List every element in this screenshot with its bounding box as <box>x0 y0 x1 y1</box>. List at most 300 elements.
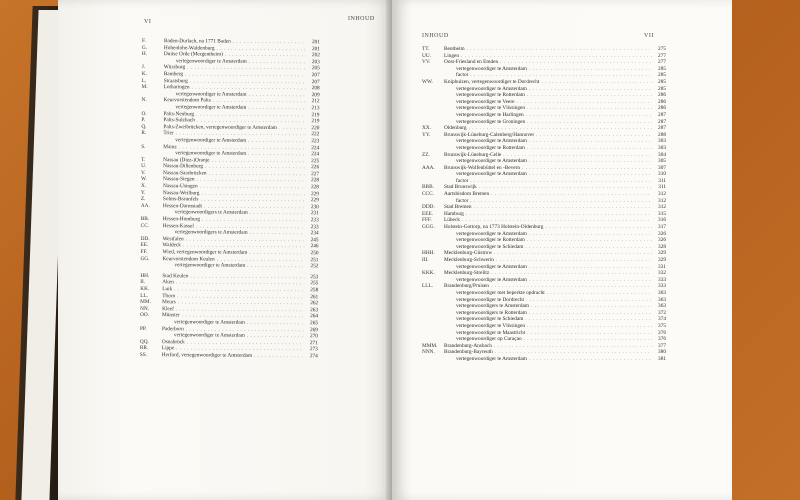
toc-entry-code: YY. <box>422 131 431 138</box>
toc-entry-page-number: 228 <box>311 177 320 184</box>
toc-entry-page-number: 286 <box>658 98 666 105</box>
toc-entry-page-number: 246 <box>310 243 319 250</box>
toc-entry-title: Holstein-Gottorp, na 1773 Holstein-Oldenburg <box>444 224 544 231</box>
toc-list-left <box>140 38 320 360</box>
toc-entry-title: vertegenwoordiger te Amsterdam <box>456 276 527 283</box>
toc-entry-page-number: 275 <box>658 46 666 52</box>
toc-entry-title: vertegenwoordiger te Amsterdam <box>456 85 527 92</box>
toc-entry-page-number: 229 <box>310 190 319 197</box>
toc-entry-code: HH. <box>140 272 150 279</box>
toc-entry-title: Stad Keulen <box>162 272 189 280</box>
toc-entry-title: Thorn <box>162 292 176 299</box>
toc-entry-page-number: 207 <box>311 72 320 79</box>
toc-entry-page-number: 207 <box>311 78 320 85</box>
toc-entry-page-number: 219 <box>311 111 320 118</box>
toc-entry-page-number: 312 <box>658 204 666 211</box>
dot-leader <box>470 178 652 185</box>
toc-entry <box>422 336 666 343</box>
toc-entry-title: vertegenwoordiger te Amsterdam <box>175 104 247 111</box>
toc-entry-title: vertegenwoordiger te Amsterdam <box>456 263 527 270</box>
toc-entry-title: Meurs <box>162 299 176 306</box>
toc-entry-title: vertegenwoordiger te Rotterdam <box>456 144 525 151</box>
toc-entry-page-number: 329 <box>658 257 666 263</box>
toc-entry-code: WW. <box>422 78 433 85</box>
dot-leader <box>529 66 652 73</box>
toc-entry-page-number: 303 <box>658 138 666 145</box>
dot-leader <box>529 277 652 284</box>
toc-entry-page-number: 262 <box>310 300 319 307</box>
toc-entry-title: Hamburg <box>444 210 464 217</box>
toc-entry <box>422 46 666 53</box>
toc-entry-page-number: 375 <box>658 322 666 329</box>
dot-leader <box>524 336 652 343</box>
toc-entry-title: Kniphuizen, vertegenwoordiger te Dordrecht <box>444 78 540 85</box>
dot-leader <box>525 244 652 251</box>
toc-entry-page-number: 376 <box>658 329 666 336</box>
toc-entry <box>422 171 666 178</box>
toc-entry-title: vertegenwoordigers te Amsterdam <box>174 229 248 236</box>
toc-entry-page-number: 372 <box>658 309 666 316</box>
toc-entry-title: Brandenburg-Ansbach <box>444 342 492 349</box>
toc-entry-title: Nassau-Saarbrücken <box>163 170 207 177</box>
toc-entry-page-number: 303 <box>658 144 666 151</box>
toc-entry-title: vertegenwoordigers te Rotterdam <box>456 309 527 316</box>
toc-entry-page-number: 233 <box>310 217 319 224</box>
toc-entry-title: Nassau-Siegen <box>162 176 195 183</box>
toc-entry-title: Keurvorstendom Palts <box>163 97 211 104</box>
toc-entry-title: vertegenwoordiger te Rotterdam <box>456 92 525 99</box>
dot-leader <box>526 112 652 119</box>
toc-entry-title: Nassau-Dillenburg <box>163 163 204 170</box>
toc-entry-page-number: 264 <box>310 313 319 320</box>
toc-entry-title: Aartsbisdom Bremen <box>444 191 490 198</box>
toc-entry <box>422 152 666 159</box>
toc-entry <box>422 112 666 119</box>
toc-entry-page-number: 363 <box>658 296 666 303</box>
toc-entry-code: BB. <box>140 216 150 223</box>
toc-entry-code: T. <box>141 156 146 163</box>
toc-entry-title: Mecklenburg-Schwerin <box>444 257 494 263</box>
toc-entry <box>422 125 666 132</box>
toc-entry <box>422 290 666 297</box>
toc-entry-title: vertegenwoordiger te Vlissingen <box>456 105 526 112</box>
toc-entry-title: Paderborn <box>161 325 184 332</box>
toc-entry-code: XX. <box>422 125 431 132</box>
toc-entry-page-number: 203 <box>311 58 320 66</box>
toc-entry-title: Bentheim <box>444 46 465 52</box>
toc-entry-page-number: 277 <box>658 52 666 59</box>
toc-entry-title: factor <box>456 72 469 79</box>
toc-entry-title: Bamberg <box>163 71 184 78</box>
dot-leader <box>526 297 652 304</box>
toc-entry-code: O. <box>141 110 147 117</box>
toc-entry <box>422 53 666 60</box>
toc-entry-title: Solms-Braunfels <box>162 196 199 203</box>
toc-entry-title: Palts-Zweibrücken, vertegenwoordiger te Amsterdam <box>163 123 277 131</box>
dot-leader <box>529 86 652 93</box>
toc-entry-code: EE. <box>140 242 149 249</box>
toc-entry-title: Aken <box>162 279 174 286</box>
right-running-head: INHOUD <box>422 33 449 39</box>
toc-entry-page-number: 316 <box>658 217 666 224</box>
toc-entry-title: Mainz <box>163 143 177 150</box>
toc-entry-page-number: 326 <box>658 237 666 244</box>
toc-entry-title: vertegenwoordiger te Amsterdam <box>456 230 527 237</box>
toc-entry-title: vertegenwoordiger te Rotterdam <box>456 237 525 244</box>
toc-entry-page-number: 312 <box>658 191 666 198</box>
toc-entry-page-number: 229 <box>310 197 319 204</box>
toc-entry-page-number: 209 <box>311 91 320 98</box>
dot-leader <box>545 224 652 231</box>
toc-entry-page-number: 251 <box>310 256 319 263</box>
toc-entry-code: KK. <box>140 285 150 293</box>
dot-leader <box>531 303 652 310</box>
toc-entry-page-number: 304 <box>658 151 666 158</box>
dot-leader <box>247 263 304 270</box>
toc-entry <box>422 270 666 277</box>
toc-entry-title: Brunswijk-Wolfenbüttel en -Bevern <box>444 164 521 171</box>
toc-entry-page-number: 285 <box>658 72 666 79</box>
toc-entry-title: vertegenwoordiger te Amsterdam <box>175 137 247 144</box>
toc-entry-page-number: 326 <box>658 230 666 237</box>
toc-entry-code: GGG. <box>422 224 435 231</box>
toc-entry <box>422 323 666 330</box>
toc-entry-title: Lübeck <box>444 217 460 224</box>
toc-entry-title: vertegenwoordiger te Vlissingen <box>456 322 526 329</box>
toc-entry <box>422 356 666 363</box>
toc-entry <box>422 224 666 231</box>
toc-entry-title: Oldenburg <box>444 125 467 132</box>
toc-entry-page-number: 263 <box>310 306 319 313</box>
toc-entry <box>422 138 666 145</box>
toc-entry-code: EEE. <box>422 210 434 217</box>
toc-entry <box>422 231 666 238</box>
dot-leader <box>527 145 652 152</box>
toc-entry-title: Lotharingen <box>163 84 190 91</box>
toc-entry-page-number: 310 <box>658 171 666 178</box>
toc-entry-page-number: 377 <box>658 342 666 349</box>
toc-entry-title: vertegenwoordiger te Amsterdam <box>456 138 527 145</box>
toc-entry-title: factor <box>456 177 469 184</box>
toc-entry-page-number: 250 <box>310 250 319 257</box>
toc-entry-title: Waldeck <box>162 242 181 249</box>
dot-leader <box>496 257 652 264</box>
toc-entry-title: vertegenwoordiger te Groningen <box>456 118 526 125</box>
dot-leader <box>491 270 652 277</box>
toc-entry-page-number: 285 <box>658 65 666 72</box>
toc-entry-code: Q. <box>141 123 147 130</box>
toc-entry-title: Wied, vertegenwoordiger te Amsterdam <box>162 249 248 256</box>
toc-entry-page-number: 228 <box>310 184 319 191</box>
dot-leader <box>522 165 652 172</box>
toc-entry-page-number: 363 <box>658 289 666 296</box>
toc-entry-title: Luik <box>162 286 173 293</box>
toc-entry-title: vertegenwoordigers te Amsterdam <box>174 209 248 217</box>
toc-entry-title: Nassau-Usingen <box>162 183 198 190</box>
toc-entry <box>140 262 318 270</box>
toc-entry-title: Brunswijk-Lüneburg-Celle <box>444 151 502 158</box>
toc-entry-page-number: 233 <box>310 223 319 230</box>
dot-leader <box>466 211 652 218</box>
toc-entry-code: BBB. <box>422 184 434 191</box>
toc-entry-code: J. <box>141 64 146 71</box>
toc-entry <box>422 264 666 271</box>
toc-entry-code: QQ. <box>139 338 149 345</box>
dot-leader <box>527 323 652 330</box>
toc-entry <box>422 283 666 290</box>
dot-leader <box>527 330 652 337</box>
toc-entry-title: Brunswijk-Lüneburg-Calenberg/Hannover <box>444 131 535 138</box>
dot-leader <box>474 204 652 211</box>
toc-entry-page-number: 201 <box>311 45 320 52</box>
toc-entry-page-number: 219 <box>311 118 320 125</box>
toc-entry-page-number: 245 <box>310 236 319 244</box>
toc-entry-page-number: 363 <box>658 303 666 310</box>
toc-entry-code: AA. <box>140 202 150 209</box>
toc-entry-page-number: 226 <box>311 164 320 171</box>
toc-entry-title: vertegenwoordiger te Amsterdam <box>456 65 527 72</box>
toc-entry-code: NN. <box>140 305 150 312</box>
dot-leader <box>527 119 652 126</box>
toc-entry-page-number: 317 <box>658 224 666 231</box>
dot-leader <box>527 92 652 99</box>
toc-entry-title: vertegenwoordiger te Amsterdam <box>175 150 247 157</box>
toc-entry-title: Stad Brunswijk <box>444 184 477 191</box>
toc-entry-page-number: 273 <box>309 346 318 353</box>
toc-entry-code: RR. <box>139 345 149 352</box>
toc-entry-code: CC. <box>140 222 150 229</box>
toc-entry <box>422 59 666 66</box>
toc-entry-title: Mecklenburg-Güstrow <box>444 250 493 257</box>
toc-entry-title: vertegenwoordiger te Schiedam <box>456 316 524 323</box>
toc-entry-code: ZZ. <box>422 151 430 158</box>
toc-entry-page-number: 274 <box>309 353 318 360</box>
toc-entry-page-number: 261 <box>310 293 319 300</box>
toc-entry <box>422 237 666 244</box>
dot-leader <box>529 231 652 238</box>
toc-entry-page-number: 205 <box>311 65 320 72</box>
dot-leader <box>503 152 652 159</box>
toc-entry <box>422 158 666 165</box>
toc-entry-page-number: 202 <box>311 52 320 59</box>
dot-leader <box>529 171 652 178</box>
dot-leader <box>469 125 652 132</box>
toc-entry-page-number: 224 <box>311 144 320 151</box>
toc-entry-code: DDD. <box>422 204 435 211</box>
toc-entry-code: L. <box>141 77 147 84</box>
toc-entry <box>422 330 666 337</box>
toc-entry-code: UU. <box>422 52 431 59</box>
toc-entry-title: vertegenwoordiger te Schiedam <box>456 243 524 250</box>
toc-entry-title: Oost-Friesland en Emden <box>444 59 499 66</box>
toc-entry-page-number: 269 <box>309 326 318 333</box>
toc-entry-code: LLL. <box>422 283 434 290</box>
dot-leader <box>470 198 652 205</box>
toc-entry-code: FFF. <box>422 217 432 224</box>
toc-entry-code: SS. <box>139 351 148 358</box>
toc-entry-page-number: 329 <box>658 250 666 257</box>
toc-entry-code: Z. <box>140 196 146 203</box>
toc-entry-code: DD. <box>140 235 150 242</box>
toc-entry-title: vertegenwoordiger te Amsterdam <box>175 58 247 65</box>
toc-entry-page-number: 271 <box>309 339 318 346</box>
toc-entry-page-number: 312 <box>658 197 666 204</box>
toc-entry-page-number: 252 <box>310 263 319 270</box>
dot-leader <box>529 158 652 165</box>
toc-entry-title: Trier <box>163 130 174 137</box>
dot-leader <box>529 310 652 317</box>
toc-entry-page-number: 234 <box>310 230 319 237</box>
toc-entry-title: Lippe <box>161 345 175 352</box>
toc-entry-code: KKK. <box>422 270 435 277</box>
toc-entry-page-number: 331 <box>658 263 666 270</box>
toc-entry-title: vertegenwoordiger op Curaçao <box>456 336 522 343</box>
toc-entry-title: vertegenwoordiger te Maastricht <box>456 329 526 336</box>
toc-entry-title: Münster <box>162 312 180 319</box>
toc-entry-page-number: 212 <box>311 98 320 105</box>
toc-entry-title: Nassau-Weilburg <box>162 189 200 197</box>
toc-entry <box>422 86 666 93</box>
toc-entry-page-number: 270 <box>309 333 318 340</box>
right-page <box>392 0 732 500</box>
toc-entry <box>422 343 666 350</box>
toc-entry-page-number: 277 <box>658 59 666 66</box>
toc-entry-title: Herford, vertegenwoordiger te Amsterdam <box>161 352 253 359</box>
toc-entry <box>422 204 666 211</box>
toc-entry <box>422 191 666 198</box>
toc-entry-code: OO. <box>140 312 150 319</box>
toc-entry-title: Osnabrück <box>161 338 185 346</box>
dot-leader <box>479 184 652 191</box>
toc-entry <box>422 349 666 356</box>
toc-entry <box>422 184 666 191</box>
toc-entry-page-number: 208 <box>311 85 320 92</box>
toc-entry-code: X. <box>140 183 147 190</box>
toc-entry-page-number: 286 <box>658 105 666 112</box>
left-running-head: INHOUD <box>348 16 375 22</box>
dot-leader <box>254 353 304 360</box>
toc-entry <box>422 72 666 79</box>
toc-entry-code: U. <box>141 163 147 170</box>
toc-entry-title: Westfalen <box>162 235 184 243</box>
toc-entry-page-number: 222 <box>311 131 320 138</box>
toc-entry-page-number: 305 <box>658 158 666 165</box>
toc-entry-page-number: 255 <box>310 280 319 287</box>
toc-entry-title: vertegenwoordiger te Veere <box>456 98 515 105</box>
toc-entry-page-number: 253 <box>310 273 319 281</box>
toc-entry-title: Brandenburg/Pruisen <box>444 283 489 290</box>
dot-leader <box>527 237 652 244</box>
toc-entry-page-number: 285 <box>658 85 666 92</box>
toc-entry-code: TT. <box>422 46 430 52</box>
dot-leader <box>470 72 652 79</box>
toc-entry-page-number: 227 <box>311 171 320 178</box>
dot-leader <box>529 264 652 271</box>
toc-entry <box>422 79 666 86</box>
toc-entry-title: factor <box>456 197 469 204</box>
toc-entry-page-number: 288 <box>658 131 666 138</box>
left-page <box>58 0 392 500</box>
toc-entry-page-number: 287 <box>658 111 666 118</box>
toc-entry-page-number: 381 <box>658 355 666 362</box>
toc-entry <box>422 132 666 139</box>
toc-entry-page-number: 311 <box>658 177 666 184</box>
toc-entry <box>140 352 318 360</box>
toc-entry-page-number: 380 <box>658 349 666 356</box>
toc-entry-title: vertegenwoordiger te Amsterdam <box>456 158 527 165</box>
dot-leader <box>491 283 652 290</box>
toc-entry-code: V. <box>141 169 146 176</box>
toc-entry-title: Duitse Orde (Mergentheim) <box>163 51 223 58</box>
toc-entry-code: FF. <box>140 248 148 256</box>
toc-entry-title: vertegenwoordiger te Amsterdam <box>173 319 245 326</box>
toc-entry-page-number: 285 <box>658 78 666 85</box>
dot-leader <box>494 250 652 257</box>
dot-leader <box>494 343 652 350</box>
toc-entry-page-number: 311 <box>658 184 666 191</box>
dot-leader <box>536 132 652 139</box>
dot-leader <box>527 105 652 112</box>
toc-entry-code: F. <box>141 38 146 45</box>
toc-entry <box>422 316 666 323</box>
dot-leader <box>516 99 652 106</box>
toc-entry-code: LL. <box>140 292 149 299</box>
toc-entry-code: PP. <box>139 325 147 332</box>
toc-entry-code: N. <box>141 97 147 104</box>
toc-entry-code: VV. <box>422 59 431 66</box>
toc-entry-page-number: 287 <box>658 125 666 132</box>
toc-entry-title: vertegenwoordiger te Harlingen <box>456 111 524 118</box>
toc-entry-page-number: 287 <box>658 118 666 125</box>
dot-leader <box>529 356 652 363</box>
toc-entry-title: Mecklenburg-Strelitz <box>444 270 490 277</box>
toc-entry-page-number: 315 <box>658 210 666 217</box>
toc-entry-page-number: 230 <box>310 204 319 211</box>
toc-entry-page-number: 224 <box>311 151 320 158</box>
toc-entry-title: Palts-Neuburg <box>163 110 195 117</box>
toc-entry-code: NNN. <box>422 349 435 356</box>
toc-entry-title: Würzburg <box>163 64 186 71</box>
toc-entry-title: vertegenwoordiger te Amsterdam <box>175 90 247 98</box>
toc-entry-title: Hessen-Darmstadt <box>162 202 202 210</box>
toc-entry <box>422 145 666 152</box>
toc-entry <box>422 303 666 310</box>
toc-entry-code: S. <box>141 143 146 150</box>
dot-leader <box>500 59 652 66</box>
toc-entry-title: vertegenwoordiger te Amsterdam <box>174 262 246 269</box>
toc-entry-code: R. <box>141 130 147 137</box>
toc-entry-title: vertegenwoordiger te Dordrecht <box>456 296 524 303</box>
toc-entry-page-number: 223 <box>311 138 320 145</box>
toc-entry-page-number: 333 <box>658 276 666 283</box>
toc-entry <box>422 250 666 257</box>
toc-entry-page-number: 307 <box>658 164 666 171</box>
toc-entry <box>422 119 666 126</box>
toc-entry-title: vertegenwoordiger te Amsterdam <box>456 355 527 362</box>
toc-entry <box>422 297 666 304</box>
toc-entry-code: MM. <box>140 299 151 306</box>
toc-entry-title: vertegenwoordiger met beperkte opdracht <box>456 289 545 296</box>
dot-leader <box>461 53 652 60</box>
toc-entry-code: H. <box>141 51 148 58</box>
toc-entry-page-number: 374 <box>658 316 666 323</box>
dot-leader <box>529 138 652 145</box>
toc-list-right <box>422 46 666 363</box>
toc-entry-code: G. <box>141 44 148 51</box>
toc-entry-page-number: 225 <box>311 157 320 164</box>
toc-entry <box>422 92 666 99</box>
dot-leader <box>495 349 652 356</box>
